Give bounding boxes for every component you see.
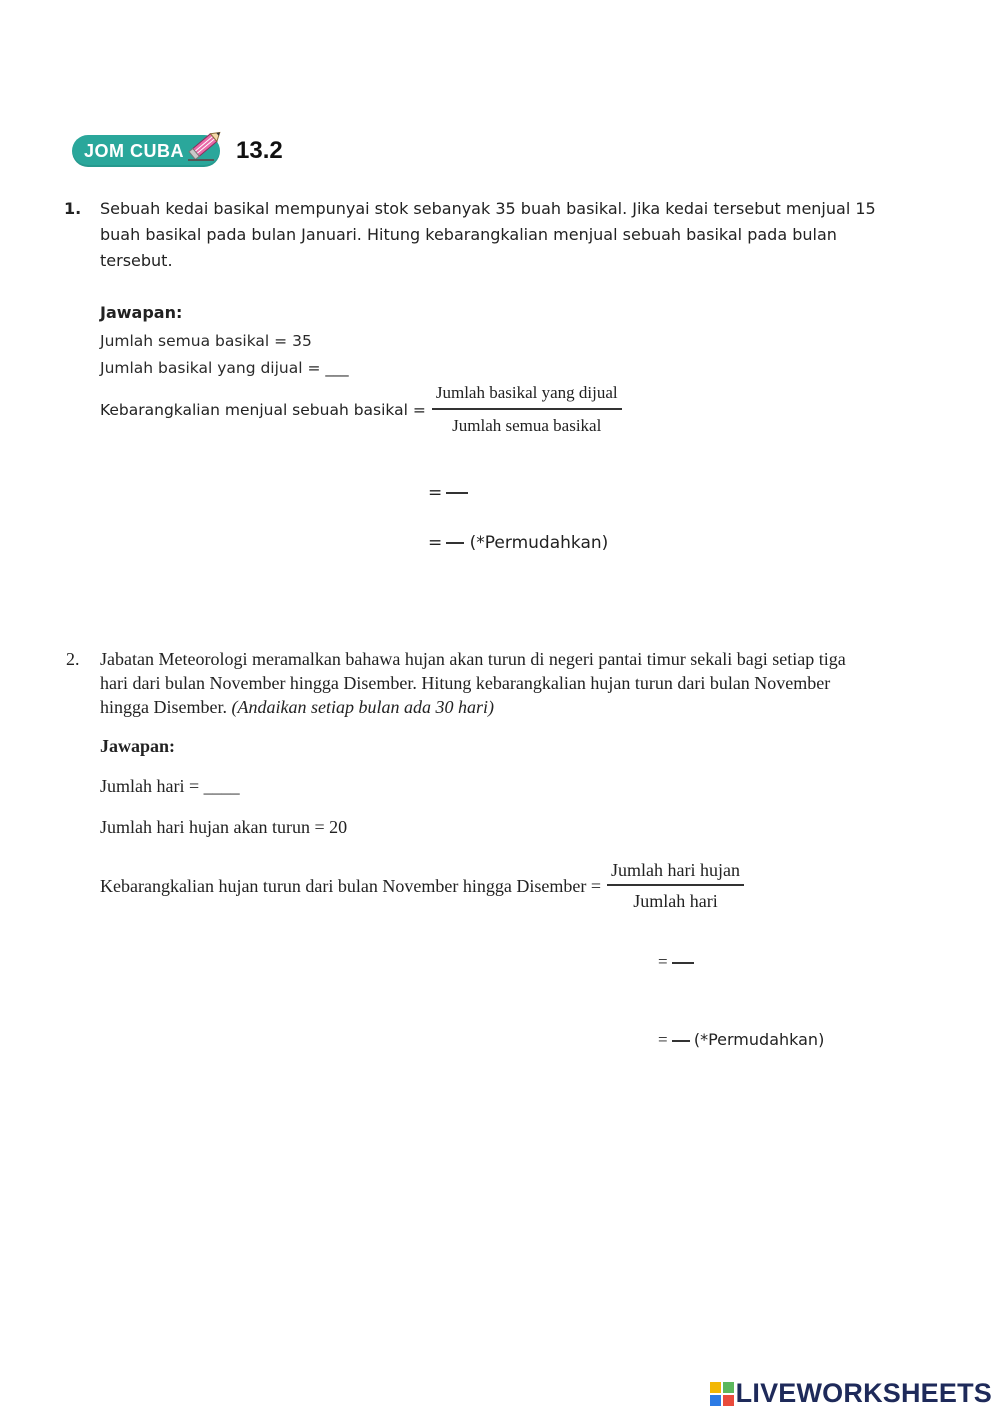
q2-fraction-denominator: Jumlah hari [633,891,718,911]
q1-step2 [428,530,608,556]
q2-step2 [658,1028,824,1052]
q1-step2-equals: = [428,533,443,553]
q2-step1-equals: = [658,952,668,971]
liveworksheets-logo [710,1378,992,1409]
pencil-icon [186,124,226,164]
liveworksheets-logo-text: LIVEWORKSHEETS [735,1378,992,1408]
q1-step1 [428,480,468,506]
q1-step1-blank [446,492,468,494]
q1-simplify-note: (*Permudahkan) [469,533,609,553]
q2-question-text: Jabatan Meteorologi meramalkan bahawa hujan akan turun di negeri pantai timur sekali bagi setiap tiga hari dari bulan November hingga Disember. Hitung kebarangkalian hujan turun dari bulan November hingga Disember. [100,649,846,717]
q1-fraction-numerator: Jumlah basikal yang dijual [432,380,622,410]
q2-answer-label: Jawapan: [100,736,176,756]
q2-step1-blank [672,962,694,964]
q1-number: 1. [64,199,82,218]
q2-fraction-numerator: Jumlah hari hujan [607,858,744,886]
q2-step1 [658,950,694,974]
q1-fraction [432,380,622,439]
q2-probability-formula [100,858,744,913]
q2-rain-days: Jumlah hari hujan akan turun = 20 [100,817,348,837]
q2-probability-label: Kebarangkalian hujan turun dari bulan November hingga Disember = [100,875,601,896]
q1-answer-label: Jawapan: [100,303,183,322]
section-number: 13.2 [236,137,283,164]
q1-step2-blank [446,542,464,544]
q1-total-bicycles: Jumlah semua basikal = 35 [100,332,312,350]
q2-step2-equals: = [658,1030,668,1049]
q1-sold-bicycles: Jumlah basikal yang dijual = ___ [100,359,349,377]
q1-question-text: Sebuah kedai basikal mempunyai stok sebanyak 35 buah basikal. Jika kedai tersebut menjual 15 buah basikal pada bulan Januari. Hitung kebarangkalian menjual sebuah basikal pada bulan tersebut. [100,199,876,270]
q2-step2-blank [672,1040,690,1042]
q1-probability-label: Kebarangkalian menjual sebuah basikal = [100,400,426,419]
q2-simplify-note: (*Permudahkan) [693,1030,825,1049]
q1-step1-equals: = [428,483,443,503]
q2-total-days: Jumlah hari = ____ [100,776,240,796]
q2-fraction [607,858,744,913]
q1-probability-formula [100,380,622,439]
q2-question-block [100,647,860,719]
q2-assumption-note: (Andaikan setiap bulan ada 30 hari) [231,697,494,717]
q2-number: 2. [66,649,80,669]
q1-fraction-denominator: Jumlah semua basikal [452,416,602,435]
liveworksheets-logo-icon [710,1382,734,1406]
badge-label: JOM CUBA [84,141,185,161]
